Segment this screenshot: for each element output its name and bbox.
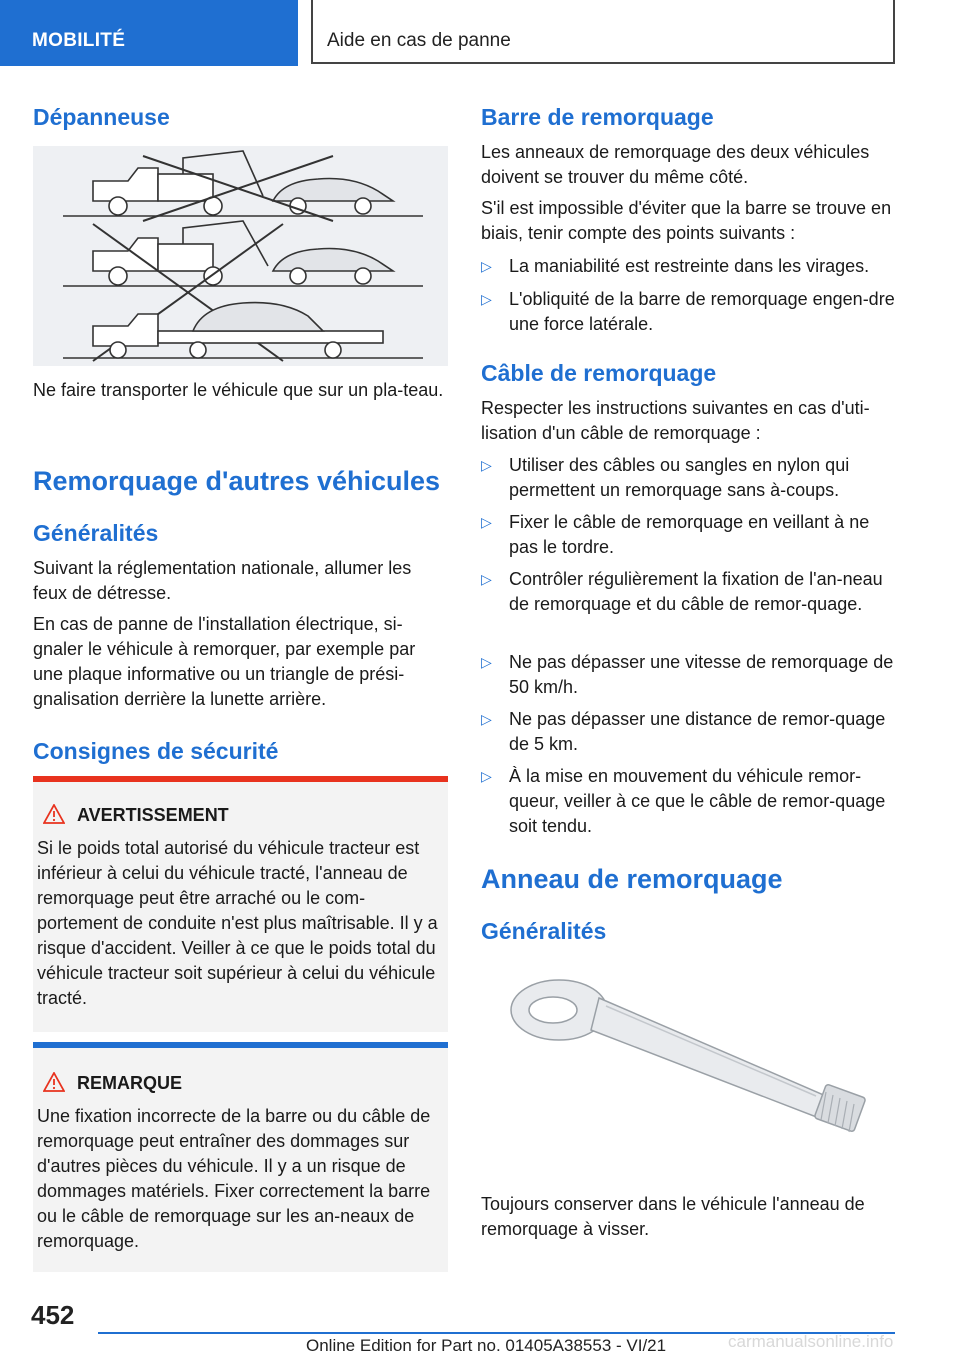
triangle-right-icon: ▷ <box>481 711 492 727</box>
warning-label: AVERTISSEMENT <box>77 805 229 825</box>
section-tab: MOBILITÉ <box>0 0 298 66</box>
notice-label: REMARQUE <box>77 1073 183 1093</box>
anneau-text: Toujours conserver dans le véhicule l'anneau de remorquage à visser. <box>481 1194 865 1239</box>
list-item: ▷ La maniabilité est restreinte dans les virages. <box>481 254 896 279</box>
cable-paragraph: Respecter les instructions suivantes en cas d'uti‐lisation d'un câble de remorquage : <box>481 398 870 443</box>
towing-eye-drawing <box>481 968 896 1148</box>
triangle-right-icon: ▷ <box>481 291 492 307</box>
triangle-right-icon: ▷ <box>481 457 492 473</box>
list-item: ▷ Utiliser des câbles ou sangles en nylon qui permettent un remorquage sans à-coups. <box>481 455 850 500</box>
list-item: ▷ Contrôler régulièrement la fixation de l'an‐neau de remorquage et du câble de remor‐quage. <box>481 569 883 614</box>
page-header <box>0 0 960 66</box>
warning-triangle-icon <box>43 804 65 824</box>
towing-eye-illustration <box>481 968 896 1148</box>
warning-header <box>43 804 229 826</box>
generalites-paragraph-2: En cas de panne de l'installation électrique, si‐gnaler le véhicule à remorquer, par exemple par une plaque informative ou un triangle de prési‐gnalisation derrière la lunette arrière. <box>33 614 416 709</box>
tow-truck-illustration <box>33 146 448 366</box>
barre-paragraph-1: Les anneaux de remorquage des deux véhicules doivent se trouver du même côté. <box>481 142 870 187</box>
barre-paragraph-2: S'il est impossible d'éviter que la barre se trouve en biais, tenir compte des points suivants : <box>481 198 892 243</box>
barre-heading: Barre de remorquage <box>481 104 714 130</box>
list-item: ▷ Ne pas dépasser une vitesse de remorquage de 50 km/h. <box>481 652 894 697</box>
generalites-heading: Généralités <box>33 520 159 546</box>
cable-heading: Câble de remorquage <box>481 360 717 386</box>
warning-box <box>33 776 448 1032</box>
notice-text: Une fixation incorrecte de la barre ou du câble de remorquage peut entraîner des dommages sur d'autres pièces du véhicule. Il y a un risque de dommages matériels. Fixer correctement la barre ou le câble de remorquage sur les an‐neaux de remorquage. <box>37 1106 431 1251</box>
triangle-right-icon: ▷ <box>481 768 492 784</box>
anneau-generalites-heading: Généralités <box>481 918 607 944</box>
triangle-right-icon: ▷ <box>481 654 492 670</box>
list-item: ▷ Fixer le câble de remorquage en veillant à ne pas le tordre. <box>481 512 870 557</box>
notice-box <box>33 1042 448 1272</box>
triangle-right-icon: ▷ <box>481 514 492 530</box>
list-item: ▷ À la mise en mouvement du véhicule remor‐queur, veiller à ce que le câble de remor‐quage soit tendu. <box>481 766 886 836</box>
consignes-heading: Consignes de sécurité <box>33 738 279 764</box>
remorquage-heading: Remorquage d'autres véhicules <box>33 466 441 496</box>
warning-text: Si le poids total autorisé du véhicule tracteur est inférieur à celui du véhicule tracté, l'anneau de remorquage peut être arraché ou le com‐portement de conduite n'est plus maîtrisable. Il y a risque d'accident. Veiller à ce que le poids total du véhicule tracteur soit supérieur à celui du véhicule tracté. <box>37 838 438 1008</box>
list-item: ▷ Ne pas dépasser une distance de remor‐quage de 5 km. <box>481 709 886 754</box>
generalites-paragraph-1: Suivant la réglementation nationale, allumer les feux de détresse. <box>33 558 412 603</box>
tow-truck-drawing <box>33 146 448 366</box>
anneau-heading: Anneau de remorquage <box>481 864 783 894</box>
triangle-right-icon: ▷ <box>481 571 492 587</box>
warning-triangle-icon <box>43 1072 65 1092</box>
chapter-tab: Aide en cas de panne <box>311 0 895 64</box>
list-item: ▷ L'obliquité de la barre de remorquage engen‐dre une force latérale. <box>481 289 895 334</box>
edition-footer: Online Edition for Part no. 01405A38553 - VI/21 <box>306 1336 667 1355</box>
depanneuse-heading: Dépanneuse <box>33 104 170 130</box>
watermark: carmanualsonline.info <box>728 1332 894 1351</box>
triangle-right-icon: ▷ <box>481 258 492 274</box>
notice-bar <box>33 1042 448 1048</box>
page-number: 452 <box>31 1300 75 1330</box>
notice-header <box>43 1072 182 1094</box>
warning-bar <box>33 776 448 782</box>
depanneuse-text: Ne faire transporter le véhicule que sur un pla‐teau. <box>33 380 444 400</box>
